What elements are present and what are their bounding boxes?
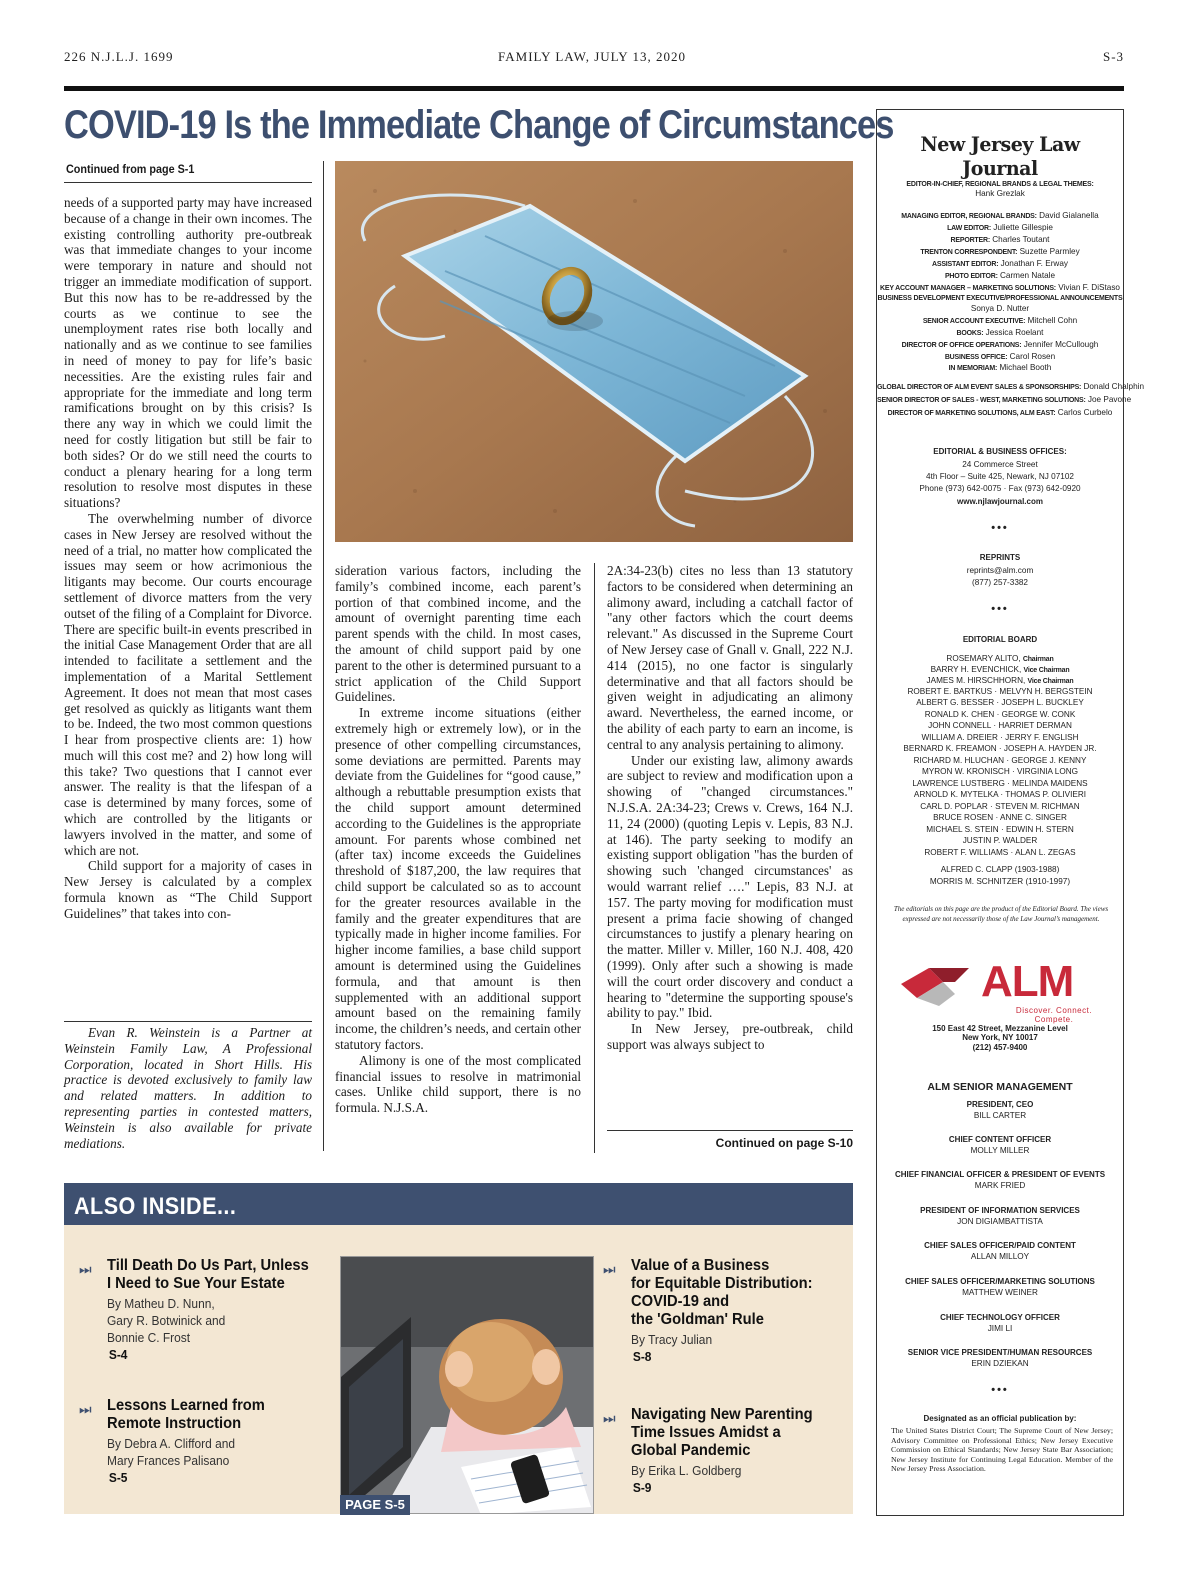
staff-row: BUSINESS DEVELOPMENT EXECUTIVE/PROFESSIONAL ANNOUNCEMENTS bbox=[877, 295, 1123, 302]
office-line: 4th Floor – Suite 425, Newark, NJ 07102 bbox=[926, 472, 1074, 481]
fast-forward-icon: ⏭ bbox=[79, 1261, 92, 1277]
board-member: ALBERT G. BESSER · JOSEPH L. BUCKLEY bbox=[916, 698, 1084, 707]
alm-logo-mark bbox=[899, 964, 975, 1010]
inside-item[interactable] bbox=[603, 1406, 871, 1496]
paragraph: needs of a supported party may have increased because of a change in their own incomes. The existing controlling authority pre-outbreak was that immediate changes to your income were temporary in nature and should not trigger an immediate modification of support. But this now has to be re-addressed by the courts as we continue to see the unemployment rates rise both locally and nationally and as we continue to see families in need of money to pay for life’s basic necessities. Are the existing rules fair and appropriate for the immediate and long term ramifications brought on by this crisis? Is there any way in which we could limit the need for costly litigation but still be fair to both sides? Or do we still need the courts to conduct a plenary hearing for a long term resolution to resolve most disputes in these situations? bbox=[64, 195, 312, 511]
inside-item-byline: By Debra A. Clifford and Mary Frances Palisano S-5 bbox=[107, 1436, 236, 1485]
staff-row: GLOBAL DIRECTOR OF ALM EVENT SALES & SPONSORSHIPS: Donald Chalphin bbox=[877, 382, 1144, 391]
divider bbox=[607, 1130, 853, 1131]
mgmt-name: ALLAN MILLOY bbox=[970, 1252, 1030, 1261]
paragraph: In New Jersey, pre-outbreak, child support was always subject to bbox=[607, 1021, 853, 1052]
board-member: BRUCE ROSEN · ANNE C. SINGER bbox=[933, 813, 1067, 822]
board-member: ARNOLD K. MYTELKA · THOMAS P. OLIVIERI bbox=[913, 790, 1087, 799]
staff-row: SENIOR ACCOUNT EXECUTIVE: Mitchell Cohn bbox=[922, 316, 1078, 325]
column-rule bbox=[323, 161, 324, 1151]
board-member: JUSTIN P. WALDER bbox=[962, 836, 1038, 845]
alm-address: (212) 457-9400 bbox=[972, 1043, 1028, 1052]
masthead-sidebar bbox=[876, 109, 1144, 1516]
board-member: CARL D. POPLAR · STEVEN M. RICHMAN bbox=[920, 802, 1080, 811]
board-member: ROBERT F. WILLIAMS · ALAN L. ZEGAS bbox=[924, 848, 1076, 857]
also-inside-title: ALSO INSIDE... bbox=[74, 1193, 237, 1220]
separator-dots: ••• bbox=[991, 603, 1009, 615]
board-caption: EDITORIAL BOARD bbox=[962, 635, 1038, 644]
board-member: BERNARD K. FREAMON · JOSEPH A. HAYDEN JR. bbox=[903, 744, 1097, 753]
alm-logo bbox=[899, 957, 1109, 1024]
mgmt-name: BILL CARTER bbox=[973, 1111, 1027, 1120]
staff-row: MANAGING EDITOR, REGIONAL BRANDS: David Gialanella bbox=[901, 211, 1099, 220]
child-laptop-photo bbox=[341, 1257, 594, 1514]
inside-photo bbox=[340, 1256, 594, 1514]
designated-text: The United States District Court; The Supreme Court of New Jersey; Advisory Committee on Professional Ethics; New Jersey Executive Commission on Ethical Standards; New Jersey State Bar Association; New Jersey Institute for Continuing Legal Education. Member of the New Jersey Press Association. bbox=[891, 1426, 1113, 1474]
mgmt-role: PRESIDENT, CEO bbox=[966, 1100, 1034, 1109]
inside-photo-label: PAGE S-5 bbox=[340, 1495, 410, 1515]
inside-item-byline: By Erika L. Goldberg S-9 bbox=[631, 1463, 742, 1495]
editorial-note: The editorials on this page are the product of the Editorial Board. The views expressed are not necessarily those of the Law Journal’s management. bbox=[893, 905, 1109, 923]
mgmt-name: JIMI LI bbox=[987, 1324, 1013, 1333]
divider bbox=[64, 182, 312, 183]
staff-row: EDITOR-IN-CHIEF, REGIONAL BRANDS & LEGAL THEMES: bbox=[906, 181, 1094, 188]
column-rule bbox=[594, 563, 595, 1153]
board-vice: BARRY H. EVENCHICK, Vice Chairman bbox=[930, 665, 1070, 674]
mgmt-role: PRESIDENT OF INFORMATION SERVICES bbox=[920, 1206, 1080, 1215]
board-member: RICHARD M. HLUCHAN · GEORGE J. KENNY bbox=[913, 756, 1087, 765]
staff-row: DIRECTOR OF MARKETING SOLUTIONS, ALM EAST: Carlos Curbelo bbox=[887, 408, 1113, 417]
staff-row: Sonya D. Nutter bbox=[970, 304, 1030, 313]
board-member: LAWRENCE LUSTBERG · MELINDA MAIDENS bbox=[912, 779, 1088, 788]
staff-row: Hank Grezlak bbox=[975, 189, 1025, 198]
separator-dots: ••• bbox=[991, 1384, 1009, 1396]
website-link[interactable]: www.njlawjournal.com bbox=[957, 497, 1043, 506]
inside-item-byline: By Tracy Julian S-8 bbox=[631, 1332, 713, 1364]
designated-caption: Designated as an official publication by: bbox=[923, 1414, 1077, 1423]
staff-row: IN MEMORIAM: Michael Booth bbox=[948, 363, 1052, 372]
paragraph: 2A:34-23(b) cites no less than 13 statutory factors to be considered when determining an alimony award, including a catchall factor of "any other factors which the court deems relevant." As discussed in the Supreme Court of New Jersey case of Gnall v. Gnall, 222 N.J. 414 (2015), no one factor is singularly determinative and that all factors should be given weight in adjudicating an alimony award. Nevertheless, the earned income, or the ability of each party to earn an income, is central to any analysis pertaining to alimony. bbox=[607, 563, 853, 752]
article-photo bbox=[335, 161, 853, 542]
mgmt-caption: ALM SENIOR MANAGEMENT bbox=[927, 1081, 1073, 1093]
inside-item-title: Till Death Do Us Part, Unless I Need to Sue Your Estate bbox=[107, 1257, 309, 1292]
board-member: ROBERT E. BARTKUS · MELVYN H. BERGSTEIN bbox=[907, 687, 1093, 696]
mgmt-name: JON DIGIAMBATTISTA bbox=[957, 1217, 1043, 1226]
separator-dots: ••• bbox=[991, 522, 1009, 534]
board-chair: ROSEMARY ALITO, Chairman bbox=[946, 654, 1054, 663]
reprints-email[interactable]: reprints@alm.com bbox=[966, 566, 1034, 575]
staff-row: TRENTON CORRESPONDENT: Suzette Parmley bbox=[920, 247, 1080, 256]
mgmt-role: CHIEF CONTENT OFFICER bbox=[948, 1135, 1052, 1144]
fast-forward-icon: ⏭ bbox=[79, 1401, 92, 1417]
staff-row: KEY ACCOUNT MANAGER – MARKETING SOLUTIONS: Vivian F. DiStaso bbox=[880, 283, 1120, 292]
page-header-left: 226 N.J.L.J. 1699 bbox=[64, 49, 174, 64]
mgmt-role: CHIEF TECHNOLOGY OFFICER bbox=[940, 1313, 1060, 1322]
board-member: JOHN CONNELL · HARRIET DERMAN bbox=[928, 721, 1072, 730]
mgmt-role: CHIEF FINANCIAL OFFICER & PRESIDENT OF EVENTS bbox=[894, 1170, 1106, 1179]
mgmt-role: CHIEF SALES OFFICER/MARKETING SOLUTIONS bbox=[905, 1277, 1095, 1286]
page-header-center: FAMILY LAW, JULY 13, 2020 bbox=[498, 49, 686, 64]
board-vice: JAMES M. HIRSCHHORN, Vice Chairman bbox=[926, 676, 1074, 685]
alm-wordmark: ALM bbox=[981, 957, 1074, 1006]
alm-tagline: Discover. Connect. Compete. bbox=[1015, 1006, 1093, 1024]
article-column-2 bbox=[335, 563, 581, 1116]
board-memoriam: MORRIS M. SCHNITZER (1910-1997) bbox=[929, 877, 1071, 886]
mask-ring-photo bbox=[335, 161, 853, 542]
mgmt-name: MATTHEW WEINER bbox=[962, 1288, 1038, 1297]
article-column-1 bbox=[64, 195, 312, 922]
board-member: MICHAEL S. STEIN · EDWIN H. STERN bbox=[926, 825, 1074, 834]
mgmt-name: ERIN DZIEKAN bbox=[971, 1359, 1029, 1368]
board-member: WILLIAM A. DREIER · JERRY F. ENGLISH bbox=[921, 733, 1079, 742]
staff-row: ASSISTANT EDITOR: Jonathan F. Erway bbox=[932, 259, 1068, 268]
inside-item[interactable] bbox=[79, 1397, 347, 1486]
staff-row: BOOKS: Jessica Roelant bbox=[956, 328, 1044, 337]
header-rule bbox=[64, 86, 1124, 91]
author-bio: Evan R. Weinstein is a Partner at Weinstein Family Law, A Professional Corporation, located in Short Hills. His practice is devoted exclusively to family law and related matters. In addition to representing parties in contested matters, Weinstein is also available for private mediations. bbox=[64, 1025, 312, 1151]
staff-row: BUSINESS OFFICE: Carol Rosen bbox=[944, 352, 1056, 361]
inside-item-title: Lessons Learned from Remote Instruction bbox=[107, 1397, 265, 1432]
paragraph: sideration various factors, including the family’s combined income, each parent’s portion of that combined income, and the amount of overnight parenting time each parent spends with the child. In most cases, the amount of child support paid by one parent to the other is determined pursuant to a strict application of the Child Support Guidelines. bbox=[335, 563, 581, 705]
inside-item[interactable] bbox=[603, 1257, 871, 1365]
board-member: RONALD K. CHEN · GEORGE W. CONK bbox=[924, 710, 1076, 719]
board-memoriam: ALFRED C. CLAPP (1903-1988) bbox=[940, 865, 1060, 874]
fast-forward-icon: ⏭ bbox=[603, 1261, 616, 1277]
mgmt-role: CHIEF SALES OFFICER/PAID CONTENT bbox=[924, 1241, 1076, 1250]
board-member: MYRON W. KRONISCH · VIRGINIA LONG bbox=[921, 767, 1079, 776]
article-headline: COVID-19 Is the Immediate Change of Circumstances bbox=[64, 103, 894, 147]
continued-from: Continued from page S-1 bbox=[66, 162, 195, 176]
paragraph: Under our existing law, alimony awards are subject to review and modification upon a showing of "changed circumstances." N.J.S.A. 2A:34-23; Crews v. Crews, 164 N.J. 11, 24 (2000) (quoting Lepis v. Lepis, 83 N.J. at 146). The party seeking to modify an existing support obligation "has the burden of showing such 'changed circumstances' as would warrant relief …." Lepis, 83 N.J. at 157. The party moving for modification must present a prima facie showing of changed circumstances to justify a plenary hearing on the matter. Miller v. Miller, 160 N.J. 408, 420 (1999). Only after such a showing is made will the court order discovery and conduct a hearing to "determine the supporting spouse's ability to pay." Ibid. bbox=[607, 752, 853, 1021]
article-column-3 bbox=[607, 563, 853, 1053]
reprints-caption: REPRINTS bbox=[979, 553, 1021, 562]
mgmt-name: MARK FRIED bbox=[974, 1181, 1026, 1190]
masthead-logo: New Jersey Law Journal bbox=[920, 132, 1080, 180]
page-header-right: S-3 bbox=[1103, 49, 1125, 64]
offices-caption: EDITORIAL & BUSINESS OFFICES: bbox=[933, 447, 1067, 456]
reprints-phone: (877) 257-3382 bbox=[972, 578, 1028, 587]
inside-item[interactable] bbox=[79, 1257, 347, 1363]
inside-item-byline: By Matheu D. Nunn, Gary R. Botwinick and Bonnie C. Frost S-4 bbox=[107, 1296, 226, 1362]
staff-row: SENIOR DIRECTOR OF SALES - WEST, MARKETING SOLUTIONS: Joe Pavone bbox=[877, 395, 1132, 404]
paragraph: The overwhelming number of divorce cases in New Jersey are resolved without the need of a trial, no matter how complicated the issues may seem or how acrimonious the litigants may become. Our courts encourage settlement of divorce matters from the very outset of the filing of a Complaint for Divorce. There are specific built-in events prescribed in the initial Case Management Order that are all intended to facilitate a settlement and the implementation of a Marital Settlement Agreement. It does not mean that most cases get resolved as quickly as litigants want them to be. Indeed, the two most common questions I hear from prospective clients are: 1) how much will this cost me? and 2) how long will this take? Two questions that I cannot ever answer. The reality is that the lifespan of a case is determined by many forces, some of which are controlled by the litigants or lawyers involved in the matter, and some of which are not. bbox=[64, 510, 312, 858]
paragraph: In extreme income situations (either extremely high or extremely low), or in the presence of other compelling circumstances, some deviations are permitted. Parents may deviate from the Guidelines for “good cause,” although a rebuttable presumption exists that the child support amount determined according to the Guidelines is the appropriate amount. For parents whose combined net (after tax) income exceeds the Guidelines threshold of $187,200, the law requires that child support be calculated so as to account for the greater resources available in the family and the greater expenditures that are typically made in higher income families. For higher income families, a base child support amount is determined using the Guidelines formula, and that amount is then supplemented with an additional support amount based on the remaining family income, the children’s needs, and certain other statutory factors. bbox=[335, 705, 581, 1052]
inside-item-title: Value of a Business for Equitable Distribution: COVID-19 and the 'Goldman' Rule bbox=[631, 1257, 813, 1328]
office-line: 24 Commerce Street bbox=[962, 460, 1038, 469]
staff-row: LAW EDITOR: Juliette Gillespie bbox=[947, 223, 1053, 232]
staff-row: DIRECTOR OF OFFICE OPERATIONS: Jennifer McCullough bbox=[901, 340, 1099, 349]
office-line: Phone (973) 642-0075 · Fax (973) 642-0920 bbox=[919, 484, 1081, 493]
continued-to: Continued on page S-10 bbox=[715, 1136, 853, 1150]
fast-forward-icon: ⏭ bbox=[603, 1410, 616, 1426]
paragraph: Child support for a majority of cases in New Jersey is calculated by a complex formula known as “The Child Support Guidelines” that takes into con- bbox=[64, 858, 312, 921]
mgmt-role: SENIOR VICE PRESIDENT/HUMAN RESOURCES bbox=[907, 1348, 1093, 1357]
staff-row: PHOTO EDITOR: Carmen Natale bbox=[944, 271, 1056, 280]
alm-address: New York, NY 10017 bbox=[962, 1033, 1038, 1042]
mgmt-name: MOLLY MILLER bbox=[970, 1146, 1030, 1155]
inside-item-title: Navigating New Parenting Time Issues Amidst a Global Pandemic bbox=[631, 1406, 813, 1459]
divider bbox=[64, 1021, 312, 1022]
staff-row: REPORTER: Charles Toutant bbox=[950, 235, 1050, 244]
paragraph: Alimony is one of the most complicated financial issues to resolve in matrimonial cases. Unlike child support, there is no formula. N.J.S.A. bbox=[335, 1052, 581, 1116]
alm-address: 150 East 42 Street, Mezzanine Level bbox=[932, 1024, 1068, 1033]
